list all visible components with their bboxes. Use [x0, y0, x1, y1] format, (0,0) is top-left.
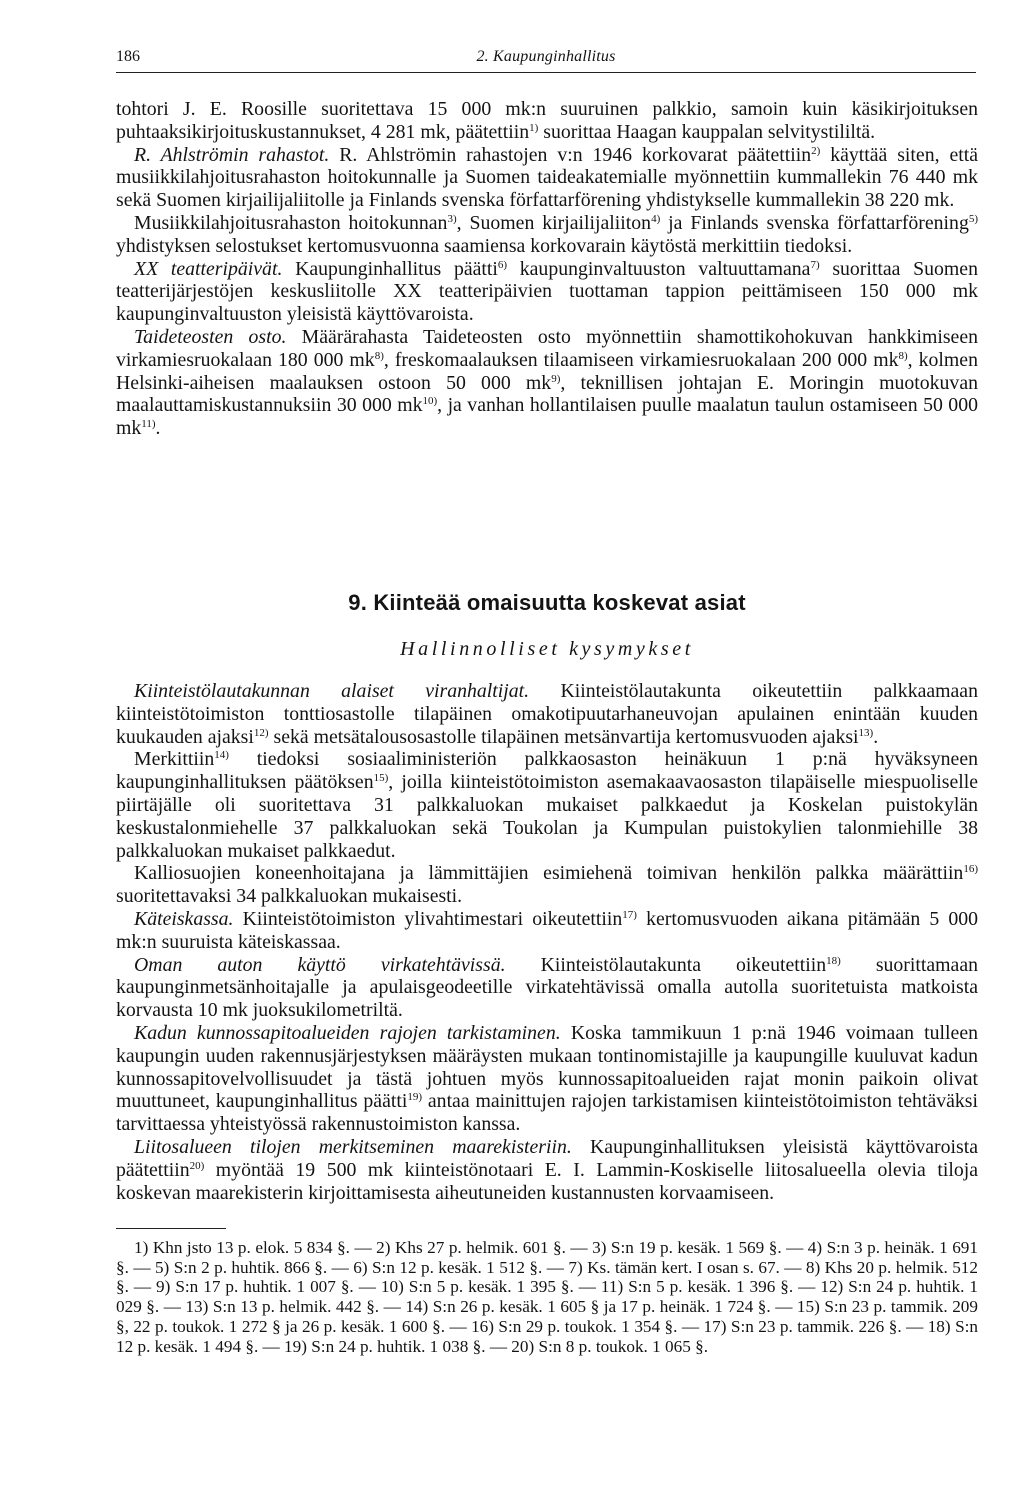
paragraph: Musiikkilahjoitusrahaston hoitokunnan$^{3)}$, Suomen kirjailijaliiton$^{4)}$ ja Finlands svenska författarförening$^{5)}$ yhdistyksen selostukset kertomusvuonna saamiensa korkovarain käytöstä merkittiin tiedoksi.	[116, 211, 979, 257]
section-2-text	[116, 680, 978, 1204]
footnotes	[116, 1238, 978, 1356]
section-1-text	[116, 98, 978, 440]
paragraph: R. Ahlströmin rahastot. R. Ahlströmin rahastojen v:n 1946 korkovarat päätettiin$^{2)}$ käyttää siten, että musiikkilahjoitusrahaston hoitokunnalle ja Suomen taideakatemialle myönnettiin kummallekin 76 440 mk sekä Suomen kirjailijaliitolle ja Finlands svenska författarförening yhdistykselle kummallekin 38 220 mk.	[116, 143, 978, 212]
paragraph: Liitosalueen tilojen merkitseminen maarekisteriin. Kaupunginhallituksen yleisistä käyttövaroista päätettiin$^{20)}$ myöntää 19 500 mk kiinteistönotaari E. I. Lammin-Koskiselle liitosalueella olevia tiloja koskevan maarekisterin kirjoittamisesta aiheutuneiden kustannusten korvaamiseen.	[116, 1135, 978, 1204]
page-header	[116, 44, 976, 73]
paragraph: Merkittiin$^{14)}$ tiedoksi sosiaaliministeriön palkkaosaston heinäkuun 1 p:nä hyväksyneen kaupunginhallituksen päätöksen$^{15)}$, joilla kiinteistötoimiston asemakaavaosaston tilapäiselle miespuoliselle piirtäjälle oli suoritettava 31 palkkaluokan mukaiset palkkaedut ja Koskelan puistokylän keskustalonmiehelle 37 palkkaluokan sekä Toukolan ja Kumpulan puistokylien talonmiehille 38 palkkaluokan mukaiset palkkaedut.	[116, 748, 978, 862]
paragraph: Kalliosuojien koneenhoitajana ja lämmittäjien esimiehenä toimivan henkilön palkka määrättiin$^{16)}$ suoritettavaksi 34 palkkaluokan mukaisesti.	[116, 862, 978, 908]
footnote-divider	[116, 1228, 226, 1229]
section-title: 9. Kiinteää omaisuutta koskevat asiat	[348, 590, 746, 615]
paragraph: Käteiskassa. Kiinteistötoimiston ylivahtimestari oikeutettiin$^{17)}$ kertomusvuoden aikana pitämään 5 000 mk:n suuruista käteiskassaa.	[116, 907, 978, 953]
paragraph: Oman auton käyttö virkatehtävissä. Kiinteistölautakunta oikeutettiin$^{18)}$ suorittamaan kaupunginmetsänhoitajalle ja apulaisgeodeetille virkatehtävissä omalla autolla suoritetuista matkoista korvausta 10 mk juoksukilometriltä.	[116, 953, 978, 1022]
subsection-title: Hallinnolliset kysymykset	[400, 638, 694, 660]
paragraph: Kadun kunnossapitoalueiden rajojen tarkistaminen. Koska tammikuun 1 p:nä 1946 voimaan tulleen kaupungin uuden rakennusjärjestyksen määräysten mukaan tontinomistajille ja kaupungille kuuluvat kadun kunnossapitovelvollisuudet ja tästä johtuen myös kunnossapitoalueiden rajat monin paikoin olivat muuttuneet, kaupunginhallitus päätti$^{19)}$ antaa mainittujen rajojen tarkistamisen kiinteistötoimiston tehtäväksi tarvittaessa yhteistyössä rakennustoimiston kanssa.	[116, 1021, 978, 1136]
paragraph: XX teatteripäivät. Kaupunginhallitus päätti$^{6)}$ kaupunginvaltuuston valtuuttamana$^{7)}$ suorittaa Suomen teatterijärjestöjen keskusliitolle XX teatteripäivien tuottaman tappion peittämiseen 150 000 mk kaupunginvaltuuston yleisistä käyttövaroista.	[116, 257, 978, 326]
running-title: 2. Kaupunginhallitus	[476, 48, 616, 65]
paragraph: Taideteosten osto. Määrärahasta Taideteosten osto myönnettiin shamottikohokuvan hankkimiseen virkamiesruokalaan 180 000 $mk^{8)}$, freskomaalauksen tilaamiseen virkamiesruokalaan 200 000 $mk^{8)}$, kolmen Helsinki-aiheisen maalauksen ostoon 50 000 $mk^{9)}$, teknillisen johtajan E. Moringin muotokuvan maalauttamiskustannuksiin 30 000 $mk^{10)}$, ja vanhan hollantilaisen puulle maalatun taulun ostamiseen 50 000 $mk^{11)}$.	[116, 325, 978, 440]
paragraph: tohtori J. E. Roosille suoritettava 15 000 mk:n suuruinen palkkio, samoin kuin käsikirjoituksen puhtaaksikirjoituskustannukset, 4 281 mk, päätettiin$^{1)}$ suorittaa Haagan kauppalan selvitystililtä.	[116, 98, 978, 143]
footnote-text: 1) Khn jsto 13 p. elok. 5 834 §. — 2) Khs 27 p. helmik. 601 §. — 3) S:n 19 p. kesäk. 1 569 §. — 4) S:n 3 p. heinäk. 1 691 §. — 5) S:n 2 p. huhtik. 866 §. — 6) S:n 12 p. kesäk. 1 512 §. — 7) Ks. tämän kert. I osan s. 67. — 8) Khs 20 p. helmik. 512 §. — 9) S:n 17 p. huhtik. 1 007 §. — 10) S:n 5 p. kesäk. 1 395 §. — 11) S:n 5 p. kesäk. 1 396 §. — 12) S:n 24 p. huhtik. 1 029 §. — 13) S:n 13 p. helmik. 442 §. — 14) S:n 26 p. kesäk. 1 605 § ja 17 p. heinäk. 1 724 §. — 15) S:n 23 p. tammik. 209 §, 22 p. toukok. 1 272 § ja 26 p. kesäk. 1 600 §. — 16) S:n 29 p. toukok. 1 354 §. — 17) S:n 23 p. tammik. 226 §. — 18) S:n 12 p. kesäk. 1 494 §. — 19) S:n 24 p. huhtik. 1 038 §. — 20) S:n 8 p. toukok. 1 065 §.	[116, 1238, 978, 1356]
paragraph: Kiinteistölautakunnan alaiset viranhaltijat. Kiinteistölautakunta oikeutettiin palkkaamaan kiinteistötoimiston tonttiosastolle tilapäinen omakotipuutarhaneuvojan apulainen enintään kuuden kuukauden ajaksi$^{12)}$ sekä metsätalousosastolle tilapäinen metsänvartija kertomusvuoden ajaksi$^{13)}$.	[116, 680, 978, 748]
page-number: 186	[116, 48, 140, 65]
